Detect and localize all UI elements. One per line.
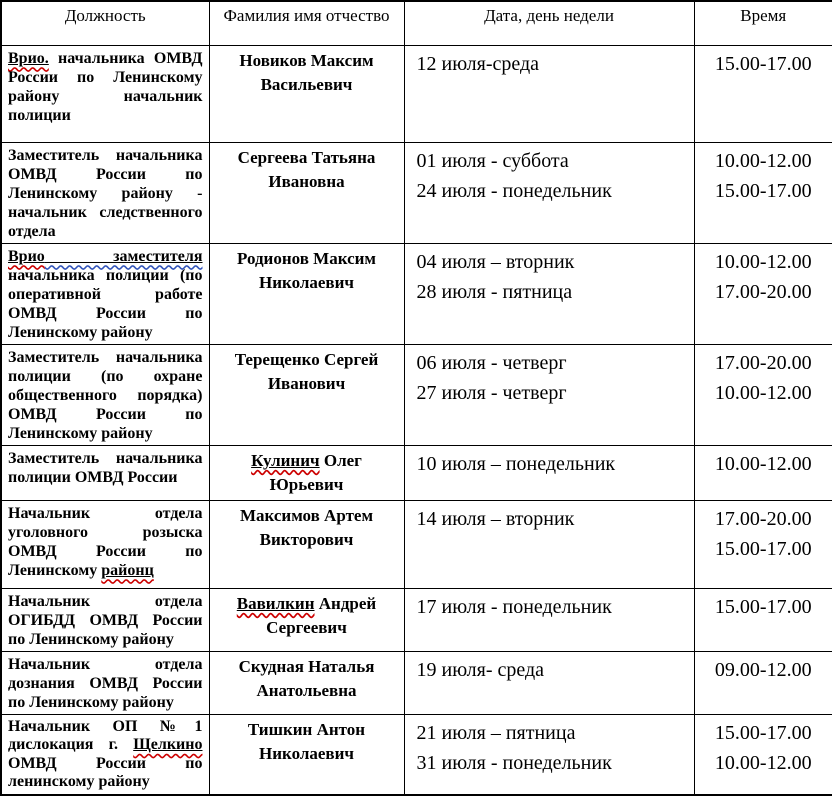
- name-cell: Родионов Максим Николаевич: [209, 243, 404, 344]
- time-line: 15.00-17.00: [714, 52, 812, 75]
- name-cell: Сергеева Татьяна Ивановна: [209, 142, 404, 243]
- position-cell: Врио заместителя начальника полиции (по оперативной работе ОМВД России по Ленинскому району: [1, 243, 209, 344]
- date-cell: [404, 588, 694, 651]
- table-row: [1, 651, 832, 714]
- table-row: [1, 588, 832, 651]
- time-line: 15.00-17.00: [714, 179, 812, 202]
- date-cell: [404, 45, 694, 142]
- time-line: 15.00-17.00: [714, 595, 812, 618]
- name-cell: Вавилкин Андрей Сергеевич: [209, 588, 404, 651]
- time-line: 10.00-12.00: [714, 250, 812, 273]
- flagged-word: Вавилкин: [236, 593, 315, 613]
- time-cell: [694, 714, 832, 795]
- date-line: 12 июля-среда: [416, 52, 540, 75]
- position-cell: Врио. начальника ОМВД России по Ленинскому району начальник полиции: [1, 45, 209, 142]
- position-cell: Начальник отдела уголовного розыска ОМВД России по Ленинскому районц: [1, 500, 209, 588]
- name-cell: Максимов Артем Викторович: [209, 500, 404, 588]
- date-line: 27 июля - четверг: [416, 381, 567, 404]
- date-cell: [404, 445, 694, 500]
- time-line: 17.00-20.00: [714, 280, 812, 303]
- time-line: 10.00-12.00: [714, 381, 812, 404]
- date-line: 31 июля - понедельник: [416, 751, 612, 774]
- date-cell: [404, 714, 694, 795]
- position-cell: Начальник отдела дознания ОМВД России по Ленинскому району: [1, 651, 209, 714]
- table-row: [1, 45, 832, 142]
- flagged-word: заместителя: [44, 247, 203, 265]
- date-line: 01 июля - суббота: [416, 149, 569, 172]
- time-cell: [694, 344, 832, 445]
- date-line: 06 июля - четверг: [416, 351, 567, 374]
- flagged-word: Щелкино: [133, 736, 203, 753]
- date-cell: [404, 142, 694, 243]
- position-cell: Начальник ОП №1 дислокация г. Щелкино ОМВД России по ленинскому району: [1, 714, 209, 795]
- time-line: 10.00-12.00: [714, 452, 812, 475]
- date-line: 21 июля – пятница: [416, 721, 576, 744]
- table-row: [1, 445, 832, 500]
- time-cell: [694, 651, 832, 714]
- table-row: [1, 344, 832, 445]
- date-line: 28 июля - пятница: [416, 280, 573, 303]
- time-line: 17.00-20.00: [714, 507, 812, 530]
- date-line: 24 июля - понедельник: [416, 179, 612, 202]
- name-cell: Скудная Наталья Анатольевна: [209, 651, 404, 714]
- time-line: 10.00-12.00: [714, 751, 812, 774]
- table-row: [1, 714, 832, 795]
- header-date: Дата, день недели: [404, 1, 694, 45]
- date-line: 17 июля - понедельник: [416, 595, 612, 618]
- flagged-word: Врио.: [8, 49, 49, 67]
- time-line: 09.00-12.00: [714, 658, 812, 681]
- header-position: Должность: [1, 1, 209, 45]
- date-line: 19 июля- среда: [416, 658, 545, 681]
- name-cell: Тишкин Антон Николаевич: [209, 714, 404, 795]
- time-line: 15.00-17.00: [714, 721, 812, 744]
- position-cell: Начальник отдела ОГИБДД ОМВД России по Ленинскому району: [1, 588, 209, 651]
- name-cell: Терещенко Сергей Иванович: [209, 344, 404, 445]
- table-row: [1, 142, 832, 243]
- flagged-word: Кулинич: [251, 450, 320, 470]
- time-cell: [694, 142, 832, 243]
- time-line: 17.00-20.00: [714, 351, 812, 374]
- header-name: Фамилия имя отчество: [209, 1, 404, 45]
- date-cell: [404, 243, 694, 344]
- time-cell: [694, 588, 832, 651]
- date-cell: [404, 344, 694, 445]
- header-row: [1, 1, 832, 45]
- flagged-word: Врио: [8, 247, 45, 265]
- position-cell: Заместитель начальника полиции (по охране общественного порядка) ОМВД России по Ленинскому району: [1, 344, 209, 445]
- flagged-word: районц: [101, 561, 154, 579]
- date-line: 14 июля – вторник: [416, 507, 575, 530]
- header-time: Время: [694, 1, 832, 45]
- table-row: [1, 500, 832, 588]
- time-cell: [694, 500, 832, 588]
- date-cell: [404, 500, 694, 588]
- date-line: 10 июля – понедельник: [416, 452, 616, 475]
- name-cell: Кулинич Олег Юрьевич: [209, 445, 404, 500]
- time-cell: [694, 45, 832, 142]
- name-cell: Новиков Максим Васильевич: [209, 45, 404, 142]
- time-cell: [694, 243, 832, 344]
- time-line: 15.00-17.00: [714, 537, 812, 560]
- position-cell: Заместитель начальника ОМВД России по Ленинскому району - начальник следственного отдела: [1, 142, 209, 243]
- date-cell: [404, 651, 694, 714]
- position-cell: Заместитель начальника полиции ОМВД России: [1, 445, 209, 500]
- time-cell: [694, 445, 832, 500]
- table-row: [1, 243, 832, 344]
- time-line: 10.00-12.00: [714, 149, 812, 172]
- date-line: 04 июля – вторник: [416, 250, 575, 273]
